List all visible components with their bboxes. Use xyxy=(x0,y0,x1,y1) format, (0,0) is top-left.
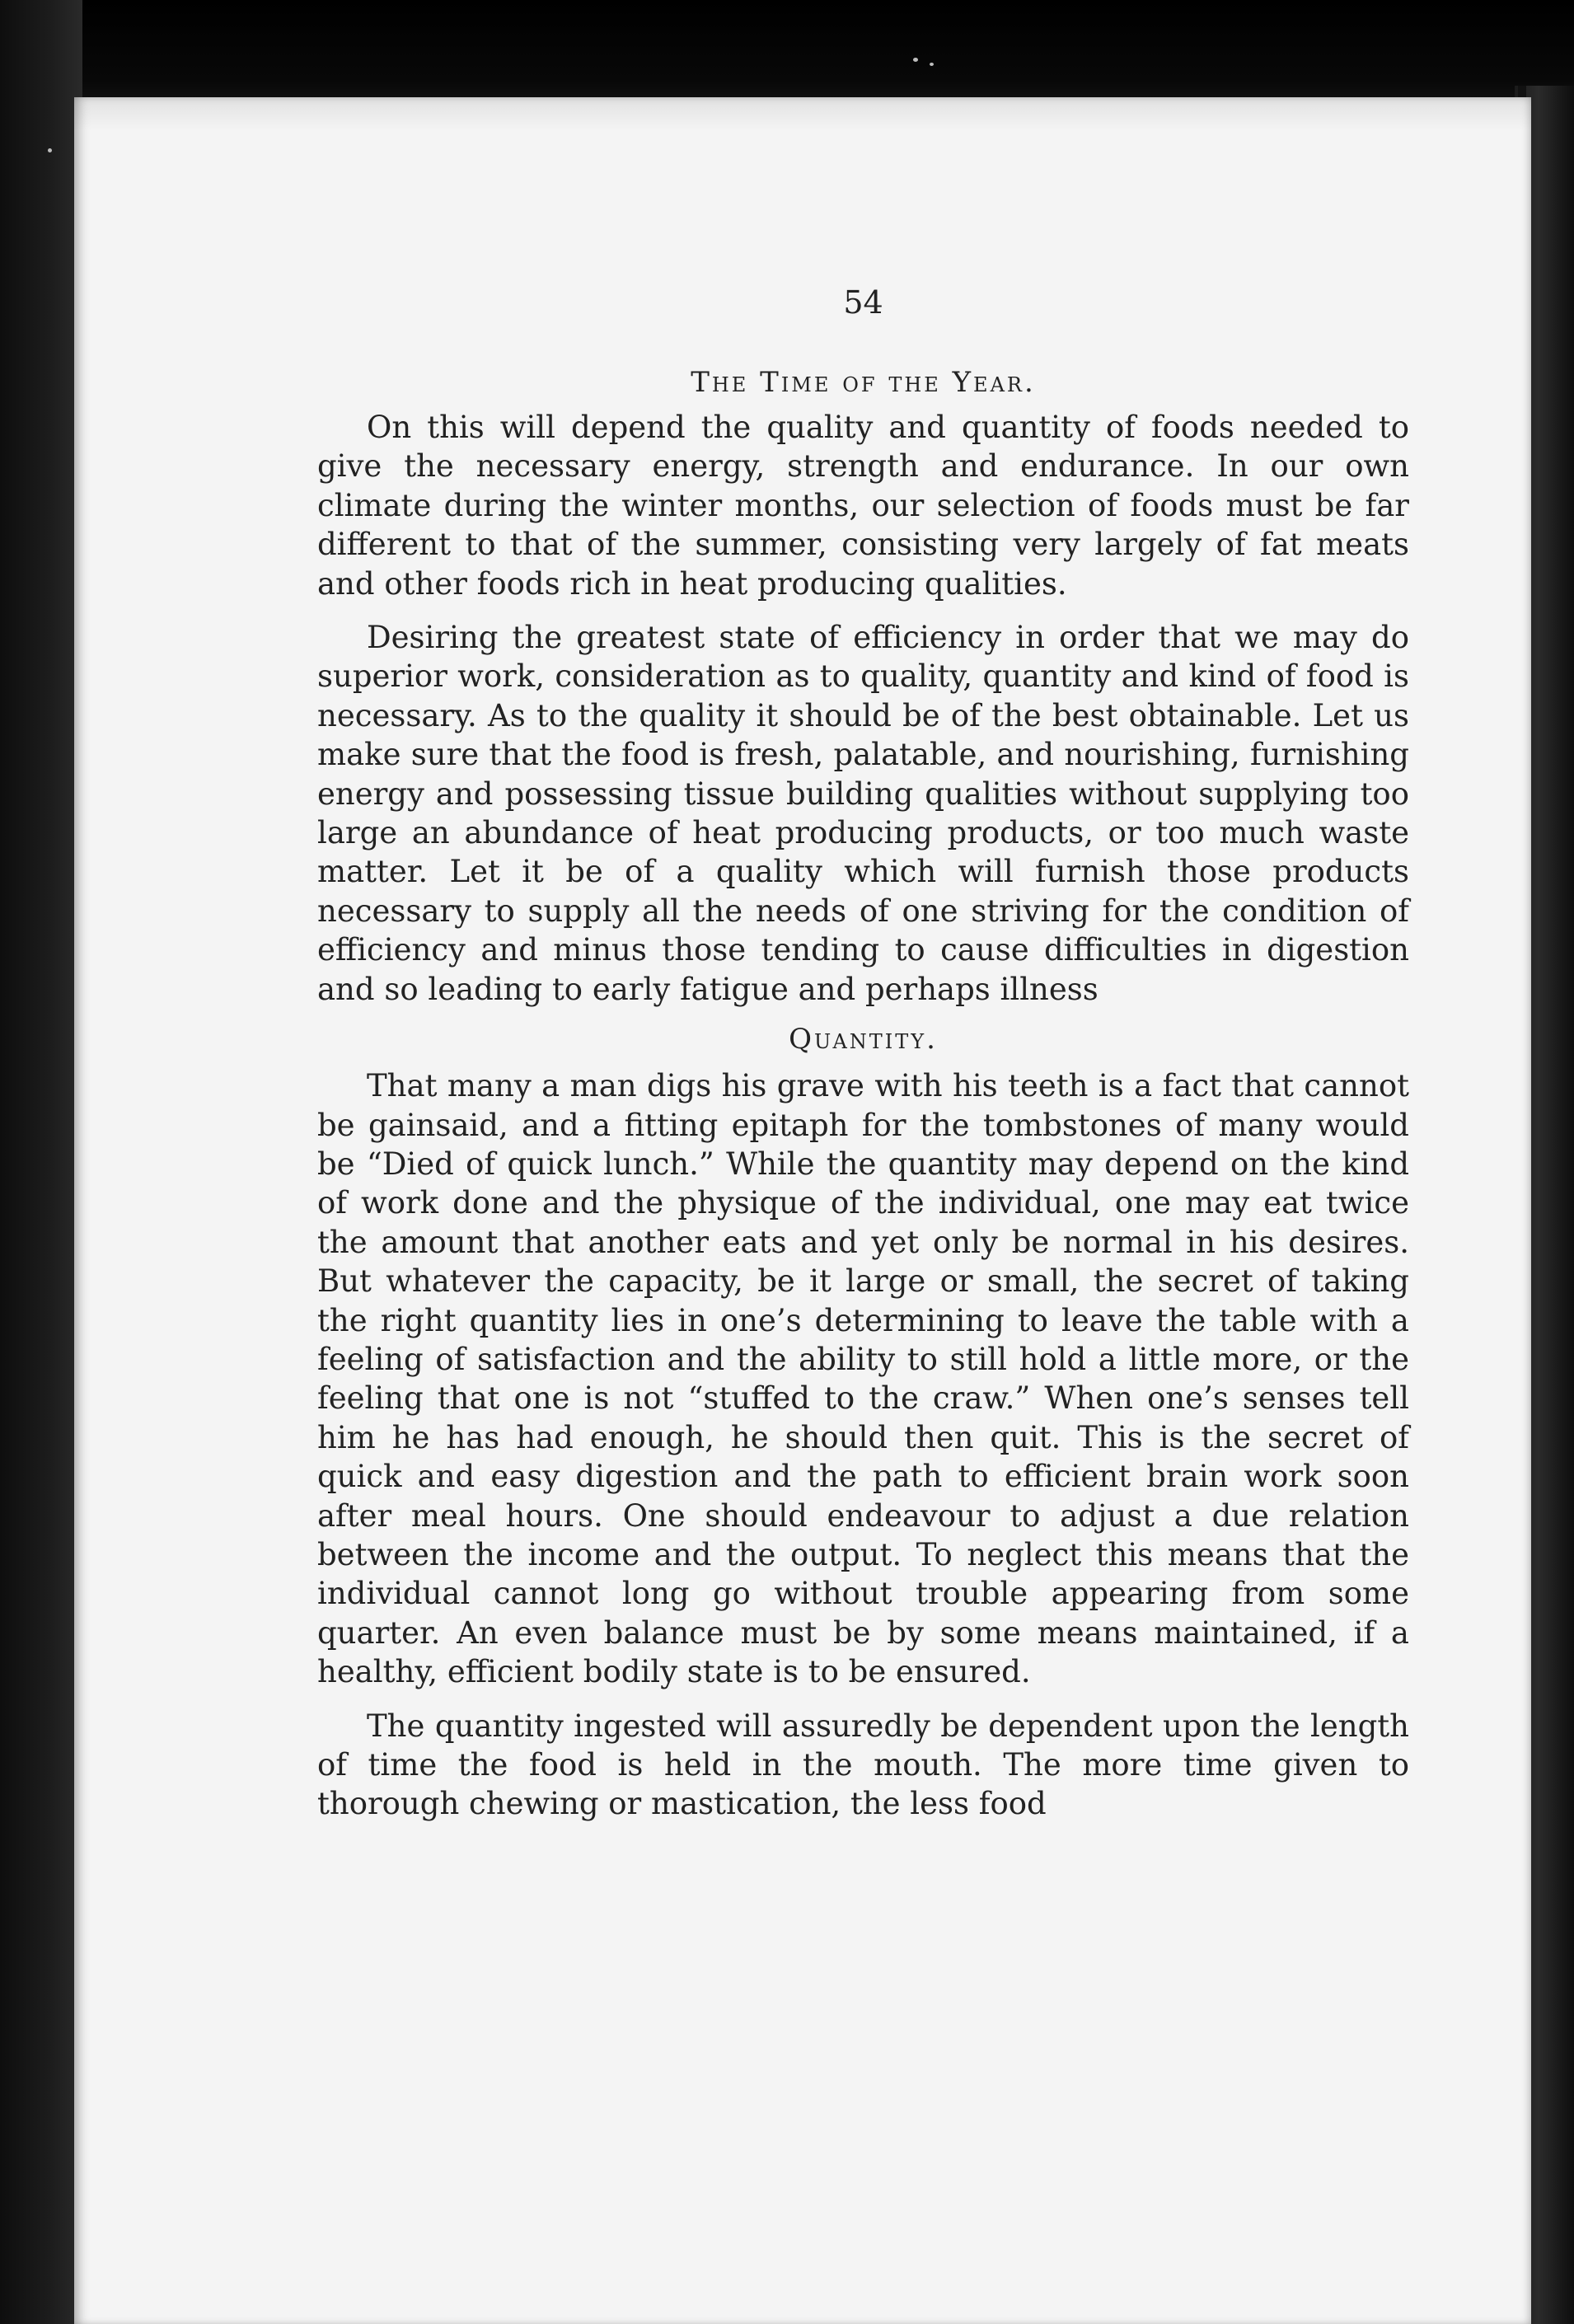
page-content xyxy=(317,284,1409,1824)
section-heading-time-of-year: The Time of the Year. xyxy=(691,366,1036,399)
paragraph-mastication: The quantity ingested will assuredly be dependent upon the length of time the food is held in the mouth. The more time given to thorough chewing or mastication, the less food xyxy=(317,1708,1409,1822)
page-number: 54 xyxy=(843,284,883,321)
dust-speck xyxy=(913,58,918,62)
scan-background-left xyxy=(0,0,82,2324)
section-heading-quantity: Quantity. xyxy=(789,1023,938,1057)
dust-speck xyxy=(930,63,934,66)
paragraph-time-of-year: On this will depend the quality and quantity of foods needed to give the necessary energy, strength and endurance. In our own climate during the winter months, our selection of foods must be far different to that of the summer, consisting very largely of fat meats and other foods rich in heat producing qualities. xyxy=(317,410,1409,602)
paragraph-efficiency: Desiring the greatest state of efficiency in order that we may do superior work, consideration as to quality, quantity and kind of food is necessary. As to the quality it should be of the best obtainable. Let us make sure that the food is fresh, palatable, and nourishing, furnishing energy and possessing tissue building qualities without supplying too large an abundance of heat producing products, or too much waste matter. Let it be of a quality which will furnish those products necessary to supply all the needs of one striving for the condition of efficiency and minus those tending to cause difficulties in digestion and so leading to early fatigue and perhaps illness xyxy=(317,620,1409,1007)
paragraph-quantity: That many a man digs his grave with his teeth is a fact that cannot be gainsaid, and a fitting epitaph for the tombstones of many would be “Died of quick lunch.” While the quantity may depend on the kind of work done and the physique of the individual, one may eat twice the amount that another eats and yet only be normal in his desires. But whatever the capacity, be it large or small, the secret of taking the right quantity lies in one’s determining to leave the table with a feeling of satisfaction and the ability to still hold a little more, or the feeling that one is not “stuffed to the craw.” When one’s senses tell him he has had enough, he should then quit. This is the secret of quick and easy digestion and the path to efficient brain work soon after meal hours. One should endeavour to adjust a due relation between the income and the output. To neglect this means that the individual cannot long go without trouble appearing from some quarter. An even balance must be by some means maintained, if a healthy, efficient bodily state is to be ensured. xyxy=(317,1068,1409,1690)
dust-speck xyxy=(48,148,52,152)
